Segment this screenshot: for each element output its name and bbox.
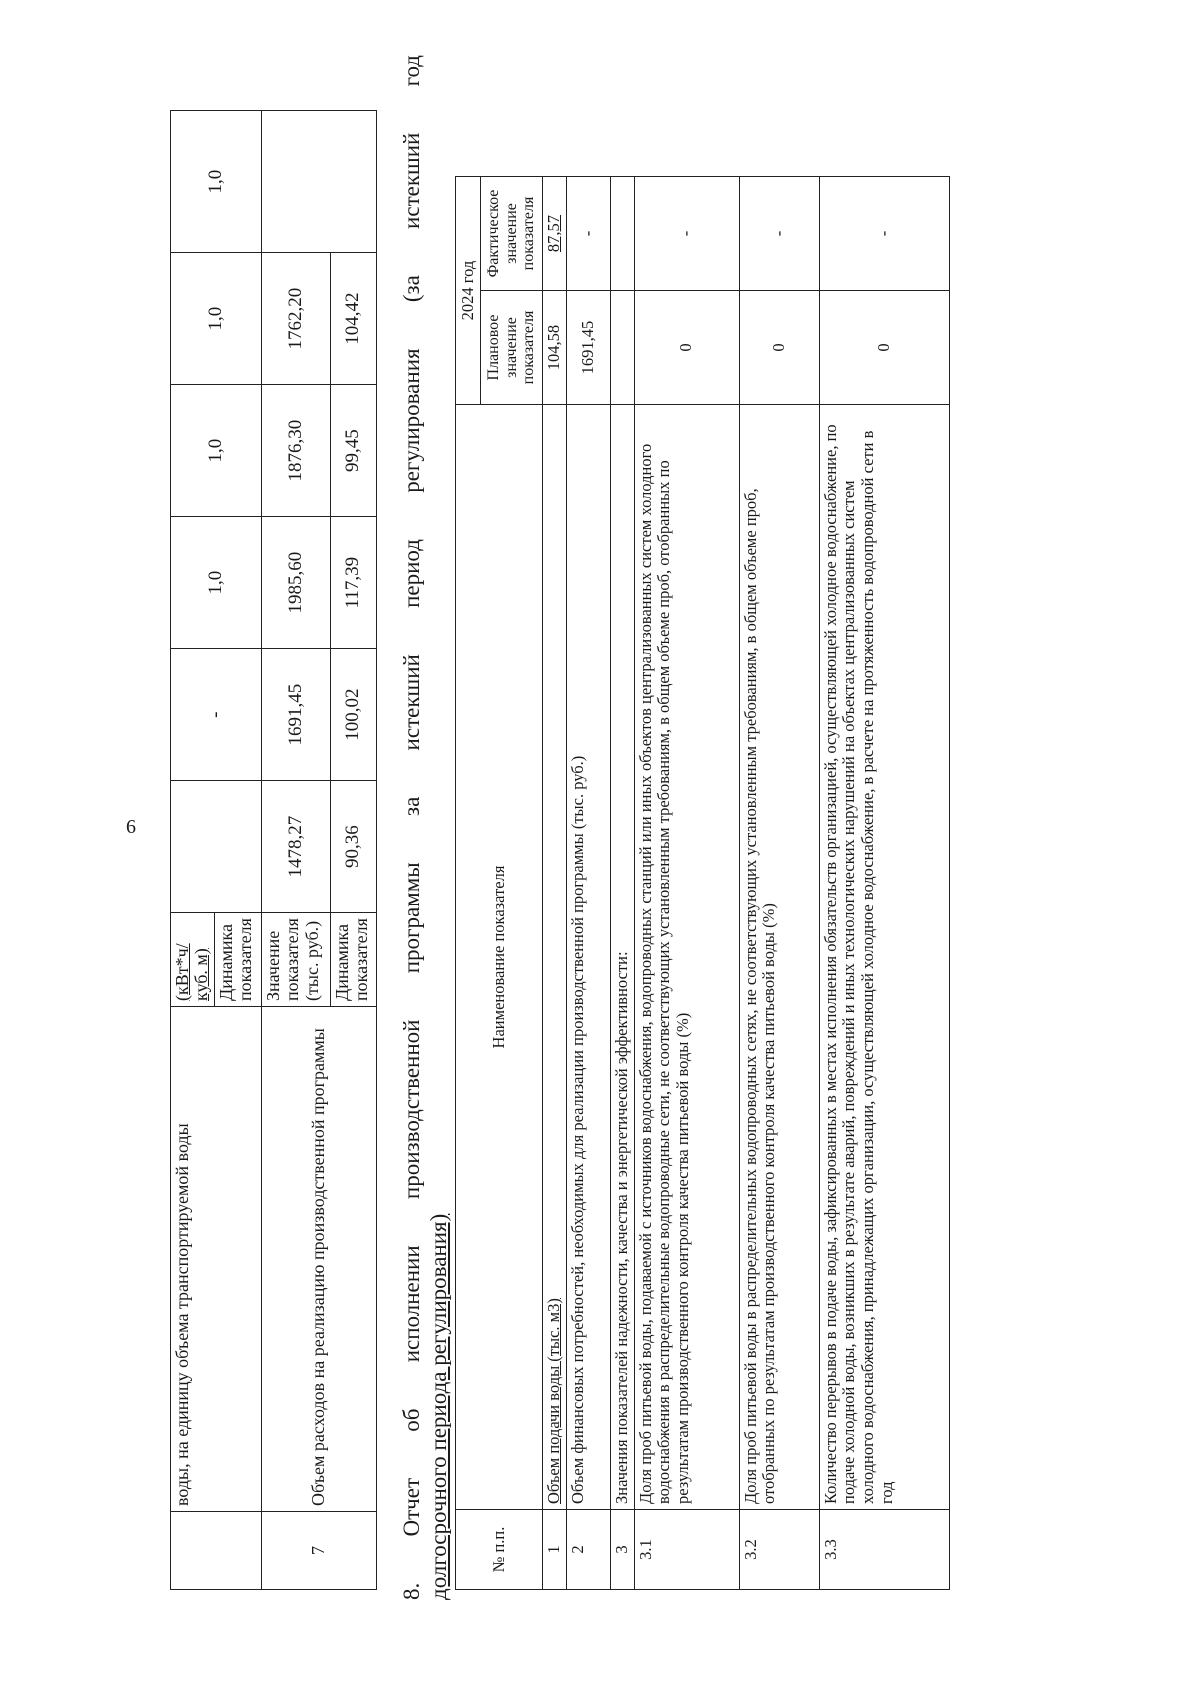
row-name: Значения показателей надежности, качества и энергетической эффективности:	[610, 405, 634, 1510]
row-number: 3.2	[739, 1510, 819, 1590]
rotated-page-content	[170, 55, 1130, 1600]
indicator-name-cell: воды, на единицу объема транспортируемой воды	[171, 1007, 262, 1512]
table-row	[739, 177, 819, 1590]
page-number: 6	[126, 816, 136, 838]
dynamic-cell: 117,39	[330, 517, 376, 649]
header-year: 2024 год	[456, 177, 481, 405]
empty-cell	[610, 177, 634, 291]
row-number: 1	[543, 1510, 567, 1590]
value-cell: 1,0	[171, 517, 262, 649]
value-cell: 1691,45	[261, 649, 330, 781]
fact-value: 87,57	[543, 177, 567, 291]
fact-value: -	[566, 177, 610, 291]
value-cell: 1478,27	[261, 781, 330, 913]
table-row	[634, 177, 739, 1590]
indicator-name-cell: Объем расходов на реализацию производственной программы	[261, 1007, 376, 1512]
header-plan: Плановое значение показателя	[481, 291, 543, 405]
empty-cell	[610, 291, 634, 405]
plan-value: 104,58	[543, 291, 567, 405]
value-cell: -	[171, 649, 262, 781]
plan-value: 0	[819, 291, 949, 405]
value-cell: 1,0	[171, 385, 262, 517]
value-cell: 1,0	[171, 111, 262, 253]
row-name: Доля проб питьевой воды в распределительных водопроводных сетях, не соответствующих установленным требованиям, в общем объеме проб, отобранных по результатам производственного контроля качества питьевой воды (%)	[739, 405, 819, 1510]
unit-cell: (кВт*ч/куб. м)	[171, 913, 215, 1007]
fact-value: -	[819, 177, 949, 291]
dynamic-cell: 99,45	[330, 385, 376, 517]
row-number: 3	[610, 1510, 634, 1590]
row-number: 3.3	[819, 1510, 949, 1590]
heading-line-2: долгосрочного периода регулирования)	[426, 1213, 451, 1600]
value-cell: 1985,60	[261, 517, 330, 649]
section-8-heading	[398, 55, 452, 1600]
row-name: Объем подачи воды (тыс. м3)	[543, 405, 567, 1510]
dynamic-cell: 90,36	[330, 781, 376, 913]
table-row	[543, 177, 567, 1590]
row-name: Доля проб питьевой воды, подаваемой с источников водоснабжения, водопроводных станций или иных объектов централизованных систем холодного водоснабжения в распределительные водопроводные сети, не соответствующих установленным требованиям, в общем объеме проб, отобранных по результатам производственного контроля качества питьевой воды (%)	[634, 405, 739, 1510]
fact-value: -	[634, 177, 739, 291]
dynamic-cell: 104,42	[330, 253, 376, 385]
empty-cell	[171, 781, 262, 913]
table-header-row	[456, 177, 481, 1590]
header-name: Наименование показателя	[456, 405, 543, 1510]
table-row	[610, 177, 634, 1590]
metric-cell: Значение показателя (тыс. руб.)	[261, 913, 330, 1007]
row-name: Количество перерывов в подаче воды, зафиксированных в местах исполнения обязательств организацией, осуществляющей холодное водоснабжение, по подаче холодной воды, возникших в результате аварий, повреждений и иных технологических нарушений на объектах централизованных систем холодного водоснабжения, принадлежащих организации, осуществляющей холодное водоснабжение, в расчете на протяженность водопроводной сети в год	[819, 405, 949, 1510]
table-row	[261, 111, 330, 1590]
empty-cell	[261, 111, 376, 253]
metric-cell: Динамика показателя	[330, 913, 376, 1007]
row-number-cell	[171, 1512, 262, 1590]
fact-value: -	[739, 177, 819, 291]
value-cell: 1876,30	[261, 385, 330, 517]
table-row	[171, 111, 215, 1590]
row-name: Объем финансовых потребностей, необходимых для реализации производственной программы (тыс. руб.)	[566, 405, 610, 1510]
table-row	[566, 177, 610, 1590]
row-number-cell: 7	[261, 1512, 376, 1590]
header-number: № п.п.	[456, 1510, 543, 1590]
value-cell: 1,0	[171, 253, 262, 385]
plan-value: 1691,45	[566, 291, 610, 405]
dynamic-cell: 100,02	[330, 649, 376, 781]
indicators-table-continued	[170, 110, 377, 1590]
row-number: 2	[566, 1510, 610, 1590]
plan-value: 0	[739, 291, 819, 405]
metric-cell: Динамика показателя	[214, 913, 261, 1007]
row-number: 3.1	[634, 1510, 739, 1590]
table-row	[819, 177, 949, 1590]
value-cell: 1762,20	[261, 253, 330, 385]
header-fact: Фактическое значение показателя	[481, 177, 543, 291]
production-program-report-table	[455, 176, 950, 1590]
plan-value: 0	[634, 291, 739, 405]
heading-line-1: 8. Отчет об исполнении производственной программы за истекший период регулирования (за истекший год	[399, 55, 424, 1600]
